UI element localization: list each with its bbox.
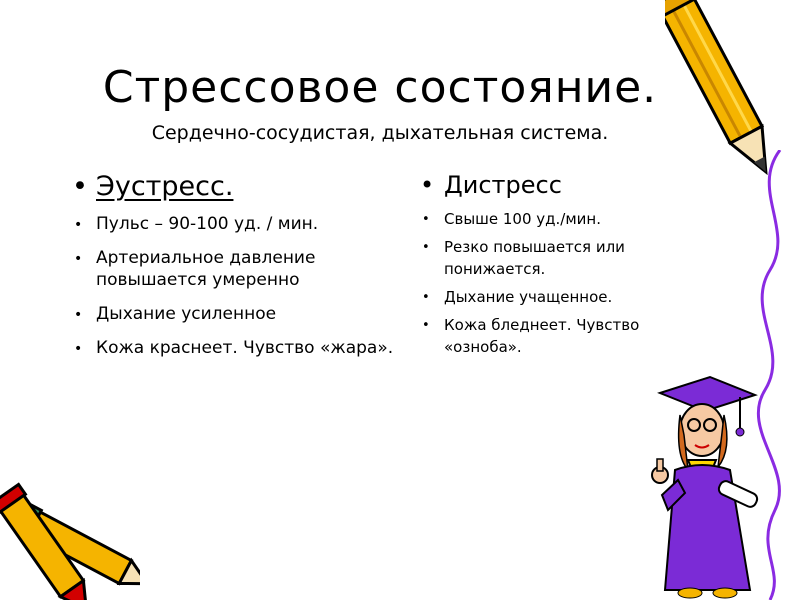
crayons-bottom-left-icon <box>0 480 140 600</box>
eustress-heading: • Эустресс. <box>70 170 400 204</box>
graduate-teacher-icon <box>640 375 770 600</box>
eustress-item: • Кожа краснеет. Чувство «жара». <box>70 337 400 359</box>
eustress-column <box>70 170 400 371</box>
eustress-item: • Дыхание усиленное <box>70 303 400 325</box>
distress-item: • Кожа бледнеет. Чувство «озноба». <box>418 314 718 358</box>
slide-title-block <box>0 60 760 146</box>
distress-item: • Свыше 100 уд./мин. <box>418 208 718 230</box>
eustress-item: • Пульс – 90-100 уд. / мин. <box>70 213 400 235</box>
distress-item: • Резко повышается или понижается. <box>418 236 718 280</box>
slide-subtitle: Сердечно-сосудистая, дыхательная система. <box>151 122 609 144</box>
slide-title: Стрессовое состояние. <box>102 62 658 113</box>
distress-column <box>418 170 718 364</box>
distress-heading: • Дистресс <box>418 170 718 200</box>
distress-item: • Дыхание учащенное. <box>418 286 718 308</box>
eustress-item: • Артериальное давление повышается умеренно <box>70 247 400 291</box>
